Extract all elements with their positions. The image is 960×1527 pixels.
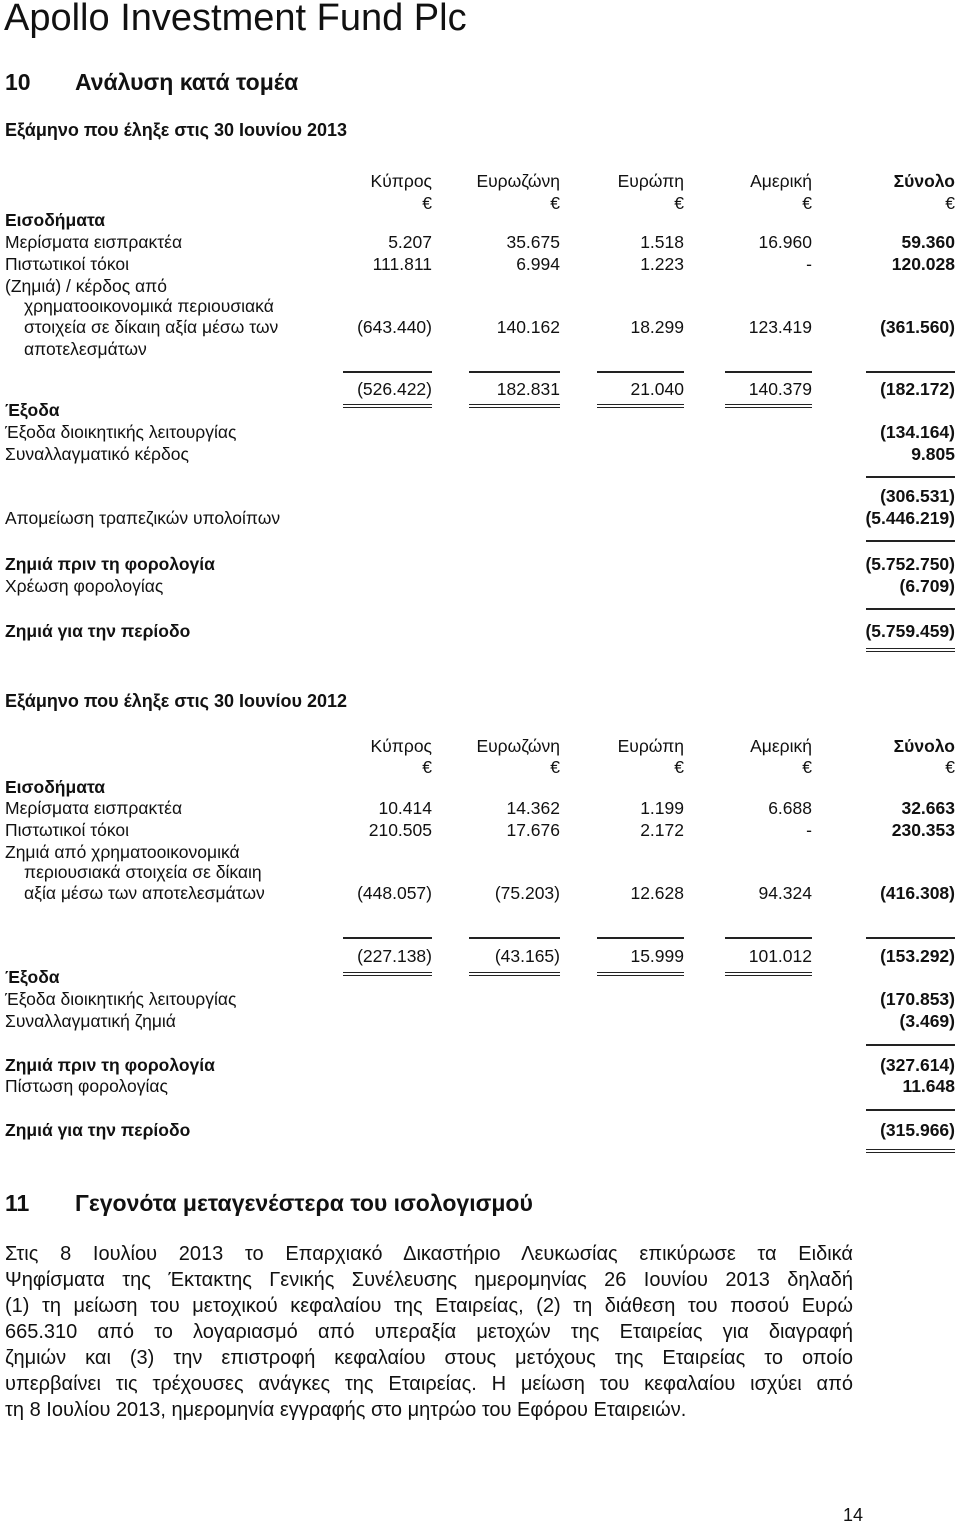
value-eurozone: 14.362 <box>506 798 560 818</box>
currency-symbol: € <box>674 757 684 777</box>
currency-row <box>0 756 960 778</box>
underline-rule <box>866 937 955 939</box>
currency-symbol: € <box>945 193 955 213</box>
value-cyprus: (643.440) <box>357 317 432 337</box>
value-total: (170.853) <box>880 989 955 1009</box>
row-label: Πίστωση φορολογίας <box>5 1076 168 1096</box>
underline-rule <box>866 1044 955 1046</box>
paragraph-line: Στις 8 Ιουλίου 2013 το Επαρχιακό Δικαστήριο Λευκωσίας επικύρωσε τα Ειδικά <box>5 1243 853 1265</box>
fair-value-label-row <box>0 295 960 317</box>
value-total: 59.360 <box>901 232 955 252</box>
underline-rule <box>725 371 812 373</box>
value-cyprus: 5.207 <box>388 232 432 252</box>
note-10-header <box>0 69 960 95</box>
segment-result-row <box>0 378 960 400</box>
value-total: (5.759.459) <box>865 621 955 641</box>
row-label: Πιστωτικοί τόκοι <box>5 820 130 840</box>
value-eurozone: 17.676 <box>506 820 560 840</box>
fair-value-label-row <box>0 338 960 360</box>
value-eurozone: (43.165) <box>494 946 560 966</box>
interest-row <box>0 819 960 841</box>
value-total: (153.292) <box>880 946 955 966</box>
currency-symbol: € <box>550 757 560 777</box>
currency-symbol: € <box>674 193 684 213</box>
value-eurozone: 182.831 <box>496 379 560 399</box>
value-america: 123.419 <box>748 317 812 337</box>
note-heading: Γεγονότα μεταγενέστερα του ισολογισμού <box>75 1190 533 1216</box>
value-total: (3.469) <box>899 1011 955 1031</box>
col-header-total: Σύνολο <box>893 171 955 191</box>
note-number: 10 <box>5 69 31 95</box>
paragraph-line: υπερβαίνει τις τρέχουσες ανάγκες της Εταιρείας. Η μείωση του κεφαλαίου ισχύει από <box>5 1373 853 1395</box>
value-total: 32.663 <box>901 798 955 818</box>
fx-result-row <box>0 1010 960 1032</box>
operating-result-row <box>0 485 960 507</box>
dividends-row <box>0 231 960 253</box>
fair-value-row <box>0 882 960 904</box>
page-number: 14 <box>843 1505 864 1525</box>
row-label: Μερίσματα εισπρακτέα <box>5 798 183 818</box>
paragraph-line: (1) τη μείωση του μετοχικού κεφαλαίου της Εταιρείας, (2) τη διάθεση του ποσού Ευρώ <box>5 1295 853 1317</box>
currency-symbol: € <box>550 193 560 213</box>
row-label-line: στοιχεία σε δίκαιη αξία μέσω των <box>24 317 279 337</box>
fx-result-row <box>0 443 960 465</box>
income-heading: Εισοδήματα <box>5 210 106 230</box>
value-america: 6.688 <box>768 798 812 818</box>
underline-rule <box>866 371 955 373</box>
value-total: (5.446.219) <box>865 508 955 528</box>
double-underline-rule <box>866 1149 955 1153</box>
underline-rule <box>469 371 560 373</box>
value-europe: 1.199 <box>640 798 684 818</box>
row-label: Πιστωτικοί τόκοι <box>5 254 130 274</box>
tax-row <box>0 1075 960 1097</box>
value-total: (361.560) <box>880 317 955 337</box>
currency-symbol: € <box>802 193 812 213</box>
value-eurozone: 35.675 <box>506 232 560 252</box>
impairment-row <box>0 507 960 529</box>
col-header-america: Αμερική <box>750 736 812 756</box>
currency-symbol: € <box>422 757 432 777</box>
value-europe: 1.223 <box>640 254 684 274</box>
row-label-line: Ζημιά από χρηματοοικονομικά <box>5 842 240 862</box>
loss-before-tax-row <box>0 1054 960 1076</box>
value-cyprus: 111.811 <box>372 254 432 274</box>
paragraph-line: Ψηφίσματα της Έκτακτης Γενικής Συνέλευσης ημερομηνίας 26 Ιουνίου 2013 δηλαδή <box>5 1269 853 1291</box>
note-number: 11 <box>5 1190 30 1216</box>
value-america: - <box>806 254 812 274</box>
underline-rule <box>866 1109 955 1111</box>
value-total: 9.805 <box>911 444 955 464</box>
col-header-cyprus: Κύπρος <box>370 171 432 191</box>
subsequent-events-paragraph <box>5 1241 853 1423</box>
admin-expenses-row <box>0 421 960 443</box>
company-title: Apollo Investment Fund Plc <box>4 0 467 39</box>
value-europe: 2.172 <box>640 820 684 840</box>
row-label: Ζημιά για την περίοδο <box>5 1120 191 1140</box>
value-europe: 1.518 <box>640 232 684 252</box>
col-header-europe: Ευρώπη <box>617 736 684 756</box>
value-total: (182.172) <box>880 379 955 399</box>
underline-rule <box>343 937 432 939</box>
value-eurozone: 6.994 <box>516 254 560 274</box>
column-header-row <box>0 170 960 192</box>
row-label: Ζημιά πριν τη φορολογία <box>5 554 215 574</box>
paragraph-line: τη 8 Ιουλίου 2013, ημερομηνία εγγραφής στο μητρώο του Εφόρου Εταιρειών. <box>5 1399 687 1421</box>
currency-symbol: € <box>422 193 432 213</box>
col-header-eurozone: Ευρωζώνη <box>476 171 560 191</box>
value-total: (306.531) <box>880 486 955 506</box>
note-heading: Ανάλυση κατά τομέα <box>75 69 299 95</box>
expenses-heading: Έξοδα <box>5 967 60 987</box>
value-cyprus: (526.422) <box>357 379 432 399</box>
value-america: 16.960 <box>758 232 812 252</box>
underline-rule <box>597 937 684 939</box>
expenses-heading: Έξοδα <box>5 400 60 420</box>
row-label-line: αξία μέσω των αποτελεσμάτων <box>24 883 265 903</box>
fair-value-label-row <box>0 861 960 883</box>
value-america: 94.324 <box>758 883 812 903</box>
loss-for-period-row <box>0 1119 960 1141</box>
period-title-2013: Εξάμηνο που έληξε στις 30 Ιουνίου 2013 <box>5 120 348 140</box>
value-europe: 21.040 <box>630 379 684 399</box>
value-total: 11.648 <box>902 1076 955 1096</box>
interest-row <box>0 253 960 275</box>
paragraph-line: 665.310 από το λογαριασμό από υπεραξία μετοχών της Εταιρείας για διαγραφή <box>5 1321 853 1343</box>
underline-rule <box>469 937 560 939</box>
col-header-cyprus: Κύπρος <box>370 736 432 756</box>
value-europe: 18.299 <box>630 317 684 337</box>
value-cyprus: (448.057) <box>357 883 432 903</box>
value-eurozone: (75.203) <box>494 883 560 903</box>
value-america: 140.379 <box>748 379 812 399</box>
value-cyprus: 210.505 <box>368 820 432 840</box>
row-label: Μερίσματα εισπρακτέα <box>5 232 183 252</box>
underline-rule <box>866 540 955 542</box>
value-total: (5.752.750) <box>865 554 955 574</box>
period-title-2012: Εξάμηνο που έληξε στις 30 Ιουνίου 2012 <box>5 691 348 711</box>
fair-value-label-row <box>0 275 960 297</box>
value-america: 101.012 <box>748 946 812 966</box>
underline-rule <box>866 608 955 610</box>
double-underline-rule <box>866 648 955 652</box>
row-label-line: αποτελεσμάτων <box>24 339 147 359</box>
value-europe: 12.628 <box>630 883 684 903</box>
income-heading-row <box>0 776 960 798</box>
row-label: Έξοδα διοικητικής λειτουργίας <box>5 422 237 442</box>
tax-row <box>0 575 960 597</box>
row-label: Χρέωση φορολογίας <box>5 576 164 596</box>
currency-symbol: € <box>945 757 955 777</box>
value-total: (134.164) <box>880 422 955 442</box>
expenses-heading-row <box>0 966 960 988</box>
value-america: - <box>806 820 812 840</box>
value-total: (416.308) <box>880 883 955 903</box>
row-label: Ζημιά πριν τη φορολογία <box>5 1055 215 1075</box>
underline-rule <box>597 371 684 373</box>
value-eurozone: 140.162 <box>496 317 560 337</box>
income-heading-row <box>0 209 960 231</box>
row-label: Έξοδα διοικητικής λειτουργίας <box>5 989 237 1009</box>
value-total: 120.028 <box>891 254 955 274</box>
row-label: Ζημιά για την περίοδο <box>5 621 191 641</box>
row-label: Συναλλαγματική ζημιά <box>5 1011 176 1031</box>
fair-value-label-row <box>0 841 960 863</box>
loss-for-period-row <box>0 620 960 642</box>
segment-result-row <box>0 945 960 967</box>
income-heading: Εισοδήματα <box>5 777 106 797</box>
value-total: (315.966) <box>880 1120 955 1140</box>
underline-rule <box>343 371 432 373</box>
col-header-europe: Ευρώπη <box>617 171 684 191</box>
note-11-header <box>0 1190 960 1216</box>
currency-symbol: € <box>802 757 812 777</box>
expenses-heading-row <box>0 399 960 421</box>
admin-expenses-row <box>0 988 960 1010</box>
underline-rule <box>866 476 955 478</box>
col-header-america: Αμερική <box>750 171 812 191</box>
row-label: Συναλλαγματικό κέρδος <box>5 444 189 464</box>
paragraph-line: ζημιών και (3) την επιστροφή κεφαλαίου στους μετόχους της Εταιρείας το οποίο <box>5 1347 853 1369</box>
col-header-total: Σύνολο <box>893 736 955 756</box>
value-europe: 15.999 <box>630 946 684 966</box>
value-cyprus: 10.414 <box>378 798 432 818</box>
row-label-line: περιουσιακά στοιχεία σε δίκαιη <box>24 862 262 882</box>
fair-value-row <box>0 316 960 338</box>
value-total: (327.614) <box>880 1055 955 1075</box>
row-label-line: χρηματοοικονομικά περιουσιακά <box>24 296 274 316</box>
column-header-row <box>0 735 960 757</box>
dividends-row <box>0 797 960 819</box>
row-label: Απομείωση τραπεζικών υπολοίπων <box>5 508 281 528</box>
value-total: 230.353 <box>891 820 955 840</box>
value-cyprus: (227.138) <box>357 946 432 966</box>
underline-rule <box>725 937 812 939</box>
value-total: (6.709) <box>899 576 955 596</box>
col-header-eurozone: Ευρωζώνη <box>476 736 560 756</box>
loss-before-tax-row <box>0 553 960 575</box>
row-label-line: (Ζημιά) / κέρδος από <box>5 276 167 296</box>
